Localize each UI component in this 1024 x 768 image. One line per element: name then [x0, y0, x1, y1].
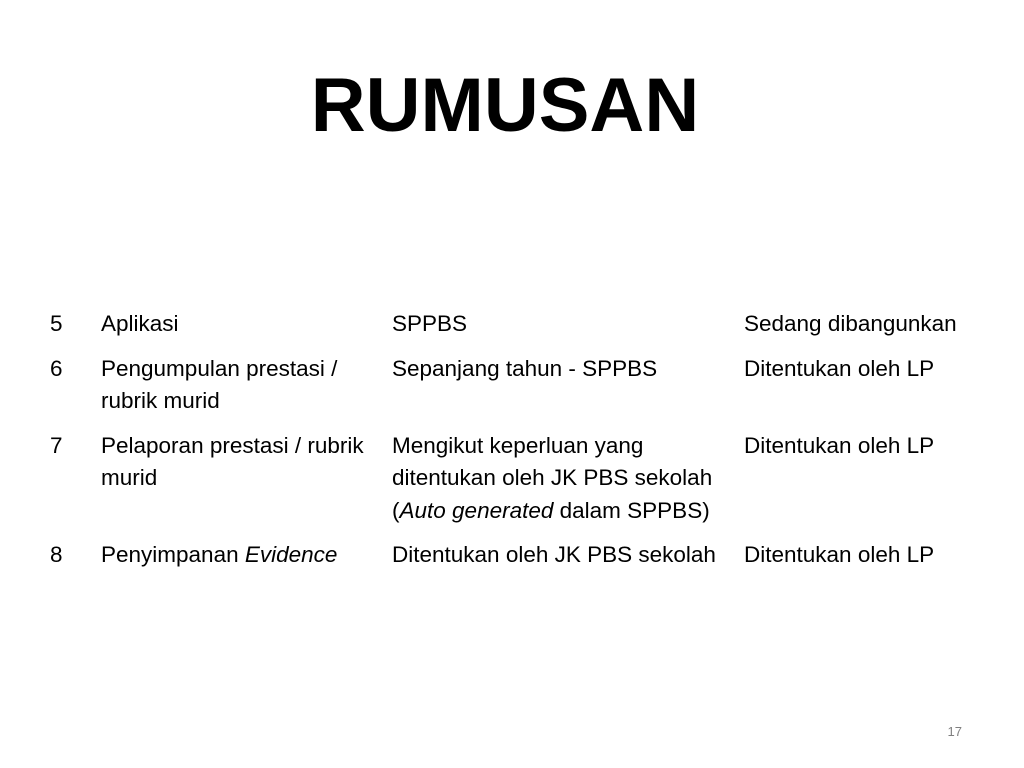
text-segment: Mengikut keperluan yang ditentukan oleh JK PBS sekolah (: [392, 432, 713, 523]
table-row: [40, 353, 1000, 430]
item-cell: [101, 539, 392, 572]
text-segment: Sedang dibangunkan: [744, 311, 957, 336]
text-segment: Pelaporan prestasi / rubrik murid: [101, 432, 364, 490]
method-cell: [392, 353, 744, 386]
row-number: 5: [50, 311, 63, 336]
text-segment: Sepanjang tahun - SPPBS: [392, 355, 658, 381]
text-segment: Evidence: [244, 542, 338, 567]
method-cell: [392, 539, 744, 572]
method-cell: [392, 430, 744, 528]
page-number: 17: [947, 724, 962, 739]
text-segment: dalam SPPBS): [553, 497, 710, 523]
row-number: 6: [50, 355, 63, 381]
row-number: 8: [50, 542, 63, 567]
slide-title: RUMUSAN: [310, 63, 700, 148]
status-cell: [744, 308, 1000, 341]
text-segment: Ditentukan oleh JK PBS sekolah: [392, 542, 716, 567]
status-cell: [744, 539, 1000, 572]
table-row: [40, 430, 1000, 540]
text-segment: Aplikasi: [101, 311, 179, 336]
item-cell: [101, 308, 392, 341]
method-cell: [392, 308, 744, 341]
item-cell: [101, 353, 392, 418]
status-cell: [744, 430, 1000, 463]
table-row: [40, 308, 1000, 353]
text-segment: Ditentukan oleh LP: [744, 542, 935, 567]
rumusan-table: [40, 308, 1000, 584]
status-cell: [744, 353, 1000, 386]
item-cell: [101, 430, 392, 495]
row-number: 7: [50, 432, 63, 458]
table-body: [40, 308, 1000, 584]
text-segment: Ditentukan oleh LP: [744, 432, 935, 458]
text-segment: SPPBS: [392, 311, 468, 336]
text-segment: Penyimpanan: [101, 542, 245, 567]
table-row: [40, 539, 1000, 584]
text-segment: Pengumpulan prestasi / rubrik murid: [101, 355, 338, 413]
text-segment: Auto generated: [399, 497, 554, 523]
text-segment: Ditentukan oleh LP: [744, 355, 935, 381]
